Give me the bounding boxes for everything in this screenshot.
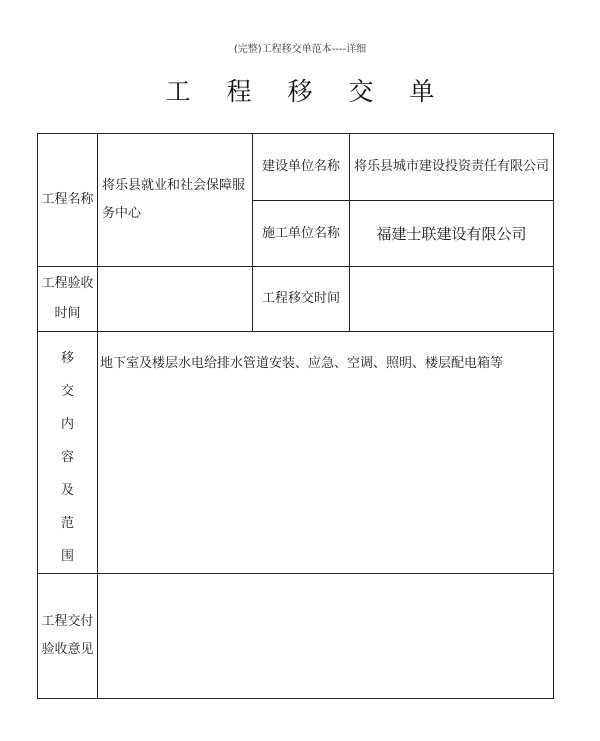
scope-label-char: 移	[60, 351, 74, 366]
scope-label	[38, 332, 98, 574]
handover-time-label: 工程移交时间	[253, 267, 350, 332]
acceptance-time-value[interactable]	[98, 267, 253, 332]
contractor-value: 福建士联建设有限公司	[350, 201, 554, 267]
handover-time-value[interactable]	[350, 267, 554, 332]
project-name-value: 将乐县就业和社会保障服务中心	[98, 134, 253, 267]
scope-label-char: 容	[60, 450, 74, 465]
builder-value: 将乐县城市建设投资责任有限公司	[350, 134, 554, 201]
opinion-label: 工程交付验收意见	[38, 574, 98, 699]
page-header: (完整)工程移交单范本----详细	[233, 44, 367, 55]
scope-label-char: 交	[60, 384, 74, 399]
scope-label-char: 内	[60, 417, 74, 432]
scope-label-char: 范	[60, 516, 74, 531]
scope-label-char: 围	[60, 549, 74, 564]
scope-value: 地下室及楼层水电给排水管道安装、应急、空调、照明、楼层配电箱等	[98, 332, 554, 574]
opinion-value[interactable]	[98, 574, 554, 699]
contractor-label: 施工单位名称	[253, 201, 350, 267]
handover-form-table	[37, 133, 554, 699]
acceptance-time-label: 工程验收时间	[38, 267, 98, 332]
document-title: 工 程 移 交 单	[165, 77, 449, 106]
project-name-label: 工程名称	[38, 134, 98, 267]
builder-label: 建设单位名称	[253, 134, 350, 201]
scope-label-char: 及	[60, 483, 74, 498]
